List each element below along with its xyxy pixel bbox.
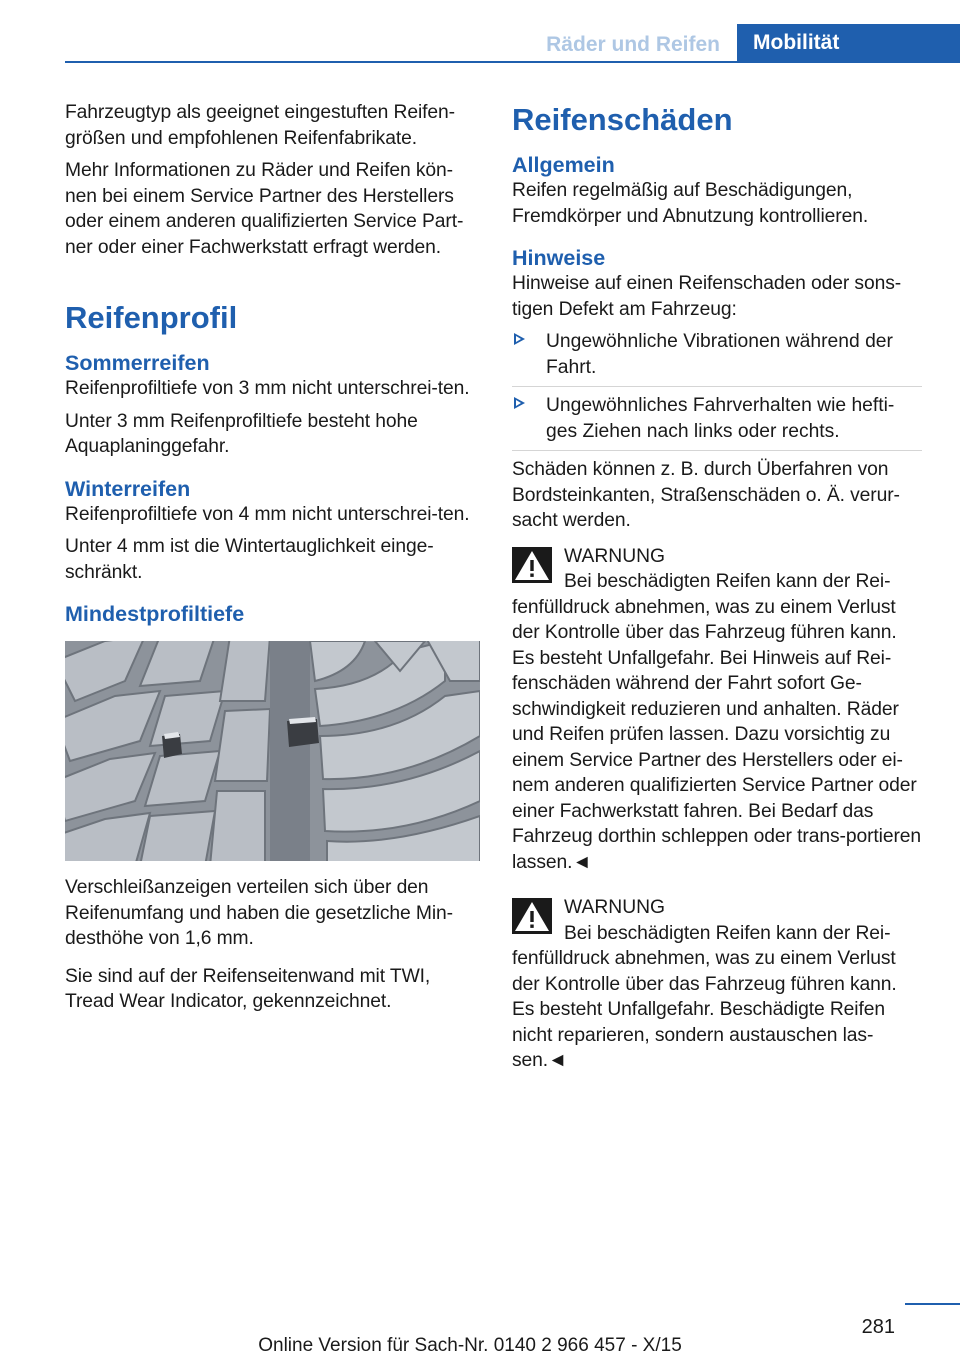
list-item	[512, 393, 922, 451]
header-rule	[65, 61, 960, 63]
summer-paragraph-2: Unter 3 mm Reifenprofiltiefe besteht hohe Aquaplaninggefahr.	[65, 410, 418, 457]
heading-allgemein: Allgemein	[512, 153, 615, 177]
warning-label: WARNUNG	[564, 545, 666, 567]
warning-text: Bei beschädigten Reifen kann der Rei‐fenfülldruck abnehmen, was zu einem Verlust der Kontrolle über das Fahrzeug führen kann. Es besteht Unfallgefahr. Bei Hinweis auf Rei‐fenschäden während der Fahrt sofort Ge‐schwindigkeit reduzieren und anhalten. Räder und Reifen prüfen lassen. Dazu vorsichtig zu einem Service Partner des Herstellers oder ei‐nem anderen qualifizierten Service Partner oder einer Fachwerkstatt fahren. Bei Bedarf das Fahrzeug dorthin schleppen oder trans‐portieren lassen.◄	[512, 571, 922, 873]
damage-paragraph: Schäden können z. B. durch Überfahren von Bordsteinkanten, Straßenschäden o. Ä. verur‐sacht werden.	[512, 459, 900, 531]
general-paragraph: Reifen regelmäßig auf Beschädigungen, Fremdkörper und Abnutzung kontrollieren.	[512, 180, 869, 227]
warning-label: WARNUNG	[564, 897, 666, 918]
warning-triangle-icon	[512, 898, 552, 934]
warning-box-1	[512, 544, 922, 876]
twi-paragraph-1: Verschleißanzeigen verteilen sich über den Reifenumfang und haben die gesetzliche Min‐desthöhe von 1,6 mm.	[65, 877, 454, 949]
footer-rule	[905, 1303, 960, 1305]
warning-box-2	[512, 895, 922, 1074]
notes-paragraph: Hinweise auf einen Reifenschaden oder sons‐tigen Defekt am Fahrzeug:	[512, 273, 902, 320]
header-section-label: Räder und Reifen	[546, 33, 720, 56]
list-item-text: Ungewöhnliches Fahrverhalten wie hefti‐ges Ziehen nach links oder rechts.	[546, 395, 895, 442]
twi-paragraph-2: Sie sind auf der Reifenseitenwand mit TWI, Tread Wear Indicator, gekennzeichnet.	[65, 965, 431, 1012]
header-chapter-tab: Mobilität	[737, 24, 960, 63]
heading-winterreifen: Winterreifen	[65, 476, 191, 501]
page-number: 281	[861, 1316, 895, 1338]
footer-version-note: Online Version für Sach-Nr. 0140 2 966 457 - X/15	[258, 1335, 682, 1356]
section-title-reifenprofil: Reifenprofil	[65, 300, 238, 335]
heading-sommerreifen: Sommerreifen	[65, 351, 210, 375]
heading-hinweise: Hinweise	[512, 246, 606, 270]
left-column	[65, 100, 483, 1022]
warning-triangle-icon	[512, 547, 552, 583]
warning-text: Bei beschädigten Reifen kann der Rei‐fenfülldruck abnehmen, was zu einem Verlust der Kontrolle über das Fahrzeug führen kann. Es besteht Unfallgefahr. Beschädigte Reifen nicht reparieren, sondern austauschen las‐sen.◄	[512, 922, 897, 1071]
heading-mindestprofiltiefe: Mindestprofiltiefe	[65, 602, 245, 626]
winter-paragraph-2: Unter 4 mm ist die Wintertauglichkeit einge‐schränkt.	[65, 536, 434, 583]
list-item-text: Ungewöhnliche Vibrationen während der Fahrt.	[546, 331, 893, 378]
bullet-triangle-icon	[514, 397, 525, 409]
winter-paragraph-1: Reifenprofiltiefe von 4 mm nicht unterschrei‐ten.	[65, 503, 470, 525]
summer-paragraph-1: Reifenprofiltiefe von 3 mm nicht unterschrei‐ten.	[65, 378, 470, 399]
right-column	[512, 100, 922, 1074]
bullet-triangle-icon	[514, 333, 525, 345]
intro-paragraph-2: Mehr Informationen zu Räder und Reifen kön‐nen bei einem Service Partner des Herstellers oder einem anderen qualifizierten Service Part‐ner oder einer Fachwerkstatt erfragt werden.	[65, 160, 464, 258]
tread-wear-indicator-illustration	[65, 641, 480, 861]
section-title-reifenschaeden: Reifenschäden	[512, 102, 733, 137]
damage-indicator-list	[512, 329, 922, 451]
intro-paragraph-1: Fahrzeugtyp als geeignet eingestuften Reifen‐größen und empfohlenen Reifenfabrikate.	[65, 102, 455, 149]
list-item	[512, 329, 922, 387]
